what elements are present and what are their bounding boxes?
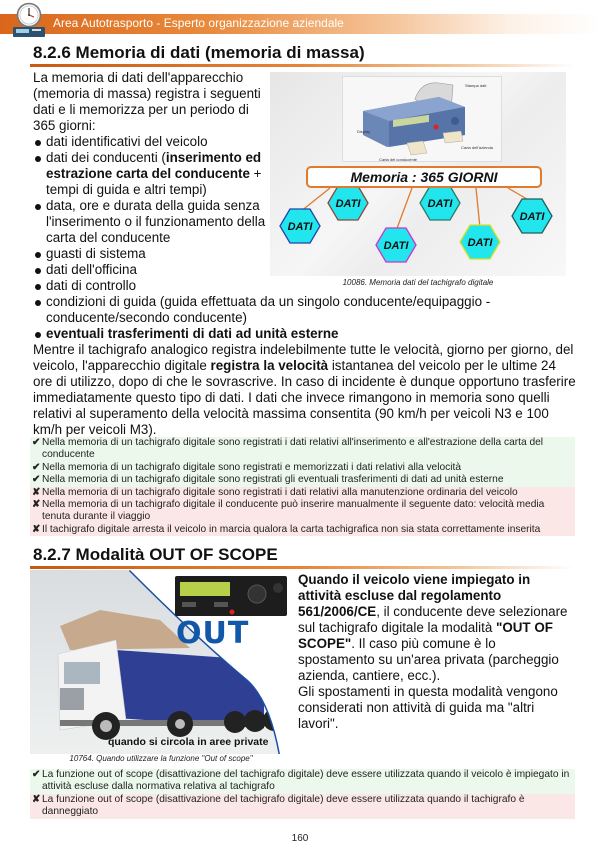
quiz-item-false [30, 499, 575, 524]
truck-photo [30, 570, 292, 754]
tachograph-out-device [175, 576, 287, 616]
quiz-text: Nella memoria di un tachigrafo digitale sono registrati e memorizzati i dati relativi alla velocità [42, 461, 462, 473]
device-label-stampa: Stampa dati [465, 83, 487, 88]
quiz-item-false [30, 487, 575, 499]
figure-caption-10764: 10764. Quando utilizzare la funzione "Out of scope" [69, 754, 253, 763]
figure-caption-10086: 10086. Memoria dati del tachigrafo digitale [342, 278, 494, 287]
dati-node-label: DATI [383, 240, 409, 252]
out-of-scope-text [298, 572, 576, 684]
diagram-connector-line [396, 188, 412, 231]
bullet-item: data, ore e durata della guida senza l'inserimento o il funzionamento della carta del conducente [33, 198, 268, 246]
bullet-item: dati di controllo [33, 278, 268, 294]
check-icon: ✔ [32, 769, 41, 780]
bullet-bold-text: inserimento ed estrazione carta del conducente [46, 150, 262, 181]
quiz-item-true [30, 462, 575, 474]
paragraph-bold-text: "OUT OF SCOPE" [298, 620, 553, 651]
quiz-section2 [30, 769, 575, 819]
paragraph-text: Mentre il tachigrafo analogico registra indelebilmente tutte le velocità, giorno per giorno, del veicolo, l'apparecchio digitale [33, 342, 574, 373]
memory-diagram-figure [270, 72, 566, 276]
quiz-text: Il tachigrafo digitale arresta il veicolo in marcia qualora la carta tachigrafica non sia stata correttamente inserita [42, 523, 541, 535]
check-icon: ✔ [32, 461, 41, 473]
out-of-scope-figure [30, 570, 292, 754]
quiz-item-true [30, 769, 575, 794]
quiz-item-false [30, 794, 575, 819]
dati-node-label: DATI [519, 211, 545, 223]
velocity-paragraph [33, 342, 578, 438]
quiz-item-false [30, 524, 575, 536]
section-heading-out-of-scope: 8.2.7 Modalità OUT OF SCOPE [33, 545, 278, 564]
paragraph-bold-text: registra la velocità [210, 358, 329, 373]
paragraph-text: . Il caso più comune è lo spostamento su un'area privata (parcheggio azienda, cantiere, ecc.). [298, 636, 559, 683]
check-icon: ✔ [32, 474, 41, 486]
memoria-continued-block [33, 294, 578, 438]
cross-icon: ✘ [32, 499, 41, 511]
bullet-item: dati identificativi del veicolo [33, 134, 268, 150]
paragraph-bold-text: Quando il veicolo viene impiegato in attività escluse dal regolamento 561/2006/CE [298, 572, 531, 619]
device-label-carta-conducente: Carta del conducente [379, 157, 418, 162]
out-of-scope-text-2: Gli spostamenti in questa modalità vengono considerati non attività di guida ma "altri lavori". [298, 684, 558, 731]
quiz-item-true [30, 474, 575, 486]
page-number: 160 [291, 833, 309, 844]
page-header [0, 0, 600, 40]
dati-node-label: DATI [467, 237, 493, 249]
bullet-text: + tempi di guida e altri tempi) [46, 166, 262, 197]
diagram-connector-line [476, 188, 480, 228]
memoria-bullet-list-continued [33, 294, 578, 342]
memory-365-days-box: Memoria : 365 GIORNI [306, 166, 542, 188]
bullet-item: dati dell'officina [33, 262, 268, 278]
clock-icon [16, 2, 42, 28]
device-label-carta-azienda: Carta dell'azienda [461, 145, 493, 150]
section-rule [30, 64, 575, 67]
cross-icon: ✘ [32, 523, 41, 535]
device-label-display: Display [357, 129, 371, 134]
bullet-item: guasti di sistema [33, 246, 268, 262]
tachograph-device-icon [13, 26, 45, 38]
memoria-intro-block [33, 70, 268, 294]
quiz-text: Nella memoria di un tachigrafo digitale sono registrati gli eventuali trasferimenti di dati ad unità esterne [42, 474, 504, 486]
bullet-item [33, 326, 578, 342]
paragraph-text: , il conducente deve selezionare sul tachigrafo digitale la modalità [298, 604, 568, 635]
paragraph-text: istantanea del veicolo per le ultime 24 ore di utilizzo, dopo di che le sovrascrive. In caso di incidente è dunque opportuno trasferire immediatamente questo tipo di dati. I dati che invece rimangono in memoria sono quelli relativi al superamento della velocità massima consentita (90 km/h per veicoli N3 e 100 km/h per veicoli M3). [33, 358, 576, 437]
quiz-section1 [30, 437, 575, 536]
header-title: Area Autotrasporto - Esperto organizzazione aziendale [53, 16, 344, 30]
quiz-text: Nella memoria di un tachigrafo digitale sono registrati i dati relativi all'inserimento e all'estrazione della carta del conducente [42, 437, 544, 461]
quiz-text: Nella memoria di un tachigrafo digitale il conducente può inserire manualmente il seguente dato: velocità media tenuta durante il viaggio [42, 499, 545, 523]
section-heading-memoria: 8.2.6 Memoria di dati (memoria di massa) [33, 43, 365, 62]
memoria-intro: La memoria di dati dell'apparecchio (memoria di massa) registra i seguenti dati e li memorizza per un periodo di 365 giorni: [33, 70, 261, 133]
cross-icon: ✘ [32, 486, 41, 498]
section-rule [30, 566, 575, 569]
bullet-item: condizioni di guida (guida effettuata da un singolo conducente/equipaggio - conducente/secondo conducente) [33, 294, 578, 326]
quiz-text: La funzione out of scope (disattivazione del tachigrafo digitale) deve essere utilizzata quando il veicolo è impiegato in attività escluse dalla normativa relativa al tachigrafo [42, 769, 570, 793]
dati-node-label: DATI [287, 221, 313, 233]
dati-node-label: DATI [335, 198, 361, 210]
dati-node-label: DATI [427, 198, 453, 210]
cross-icon: ✘ [32, 793, 41, 805]
bullet-bold-text: eventuali trasferimenti di dati ad unità esterne [46, 326, 339, 341]
check-icon: ✔ [32, 437, 41, 448]
out-of-scope-paragraph [298, 572, 576, 732]
out-label: OUT [176, 616, 250, 651]
bullet-text: dati dei conducenti ( [46, 150, 166, 165]
quiz-text: La funzione out of scope (disattivazione del tachigrafo digitale) deve essere utilizzata quando il tachigrafo è danneggiato [42, 793, 525, 818]
quiz-item-true [30, 437, 575, 462]
quiz-text: Nella memoria di un tachigrafo digitale sono registrati i dati relativi alla manutenzione ordinaria del veicolo [42, 486, 518, 498]
private-areas-banner: quando si circola in aree private [108, 736, 269, 748]
memoria-bullet-list [33, 134, 268, 294]
bullet-item [33, 150, 268, 198]
